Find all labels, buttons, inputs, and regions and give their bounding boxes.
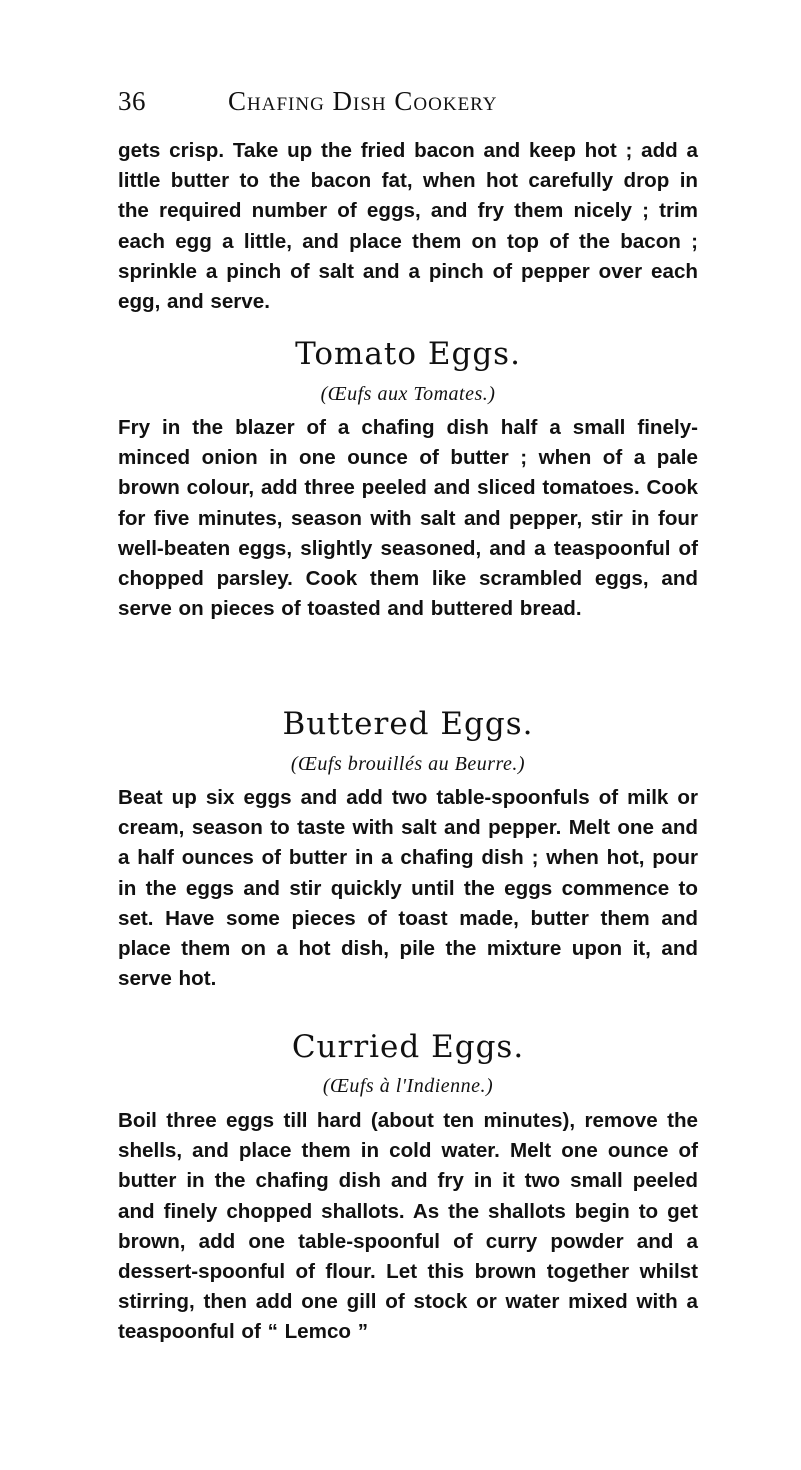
recipe-body-curried-eggs: Boil three eggs till hard (about ten minutes), remove the shells, and place them in cold water. Melt one ounce of butter in the chafing dish and fry in it two small peeled and finely chopped shallots. As the shallots begin to get brown, add one table-spoonful of curry powder and a dessert-spoonful of flour. Let this brown together whilst stirring, then add one gill of stock or water mixed with a teaspoonful of “ Lemco ” (118, 1109, 698, 1344)
recipe-body-block-buttered-eggs (118, 783, 698, 994)
intro-paragraph-block (118, 136, 698, 317)
running-title: Chafing Dish Cookery (228, 86, 498, 116)
page-number: 36 (118, 86, 146, 116)
recipe-title-curried-eggs: Curried Eggs. (291, 1029, 525, 1065)
recipe-body-block-curried-eggs (118, 1106, 698, 1348)
running-head (118, 86, 698, 122)
recipe-subtitle-curried-eggs: (Œufs à l'Indienne.) (322, 1075, 494, 1097)
recipe-title-buttered-eggs: Buttered Eggs. (282, 706, 534, 742)
recipe-subtitle-tomato-eggs: (Œufs aux Tomates.) (320, 383, 496, 405)
recipe-body-tomato-eggs: Fry in the blazer of a chafing dish half a small finely-minced onion in one ounce of butter ; when of a pale brown colour, add three peeled and sliced tomatoes. Cook for five minutes, season with salt and pepper, stir in four well-beaten eggs, slightly seasoned, and a teaspoonful of chopped parsley. Cook them like scrambled eggs, and serve on pieces of toasted and buttered bread. (118, 416, 698, 621)
recipe-body-block-tomato-eggs (118, 413, 698, 624)
recipe-title-tomato-eggs: Tomato Eggs. (295, 336, 521, 372)
recipe-subtitle-buttered-eggs: (Œufs brouillés au Beurre.) (290, 753, 526, 775)
recipe-body-buttered-eggs: Beat up six eggs and add two table-spoonfuls of milk or cream, season to taste with salt and pepper. Melt one and a half ounces of butter in a chafing dish ; when hot, pour in the eggs and stir quickly until the eggs commence to set. Have some pieces of toast made, butter them and place them on a hot dish, pile the mixture upon it, and serve hot. (118, 786, 698, 991)
intro-paragraph: gets crisp. Take up the fried bacon and keep hot ; add a little butter to the bacon fat, when hot carefully drop in the required number of eggs, and fry them nicely ; trim each egg a little, and place them on top of the bacon ; sprinkle a pinch of salt and a pinch of pepper over each egg, and serve. (118, 139, 698, 314)
